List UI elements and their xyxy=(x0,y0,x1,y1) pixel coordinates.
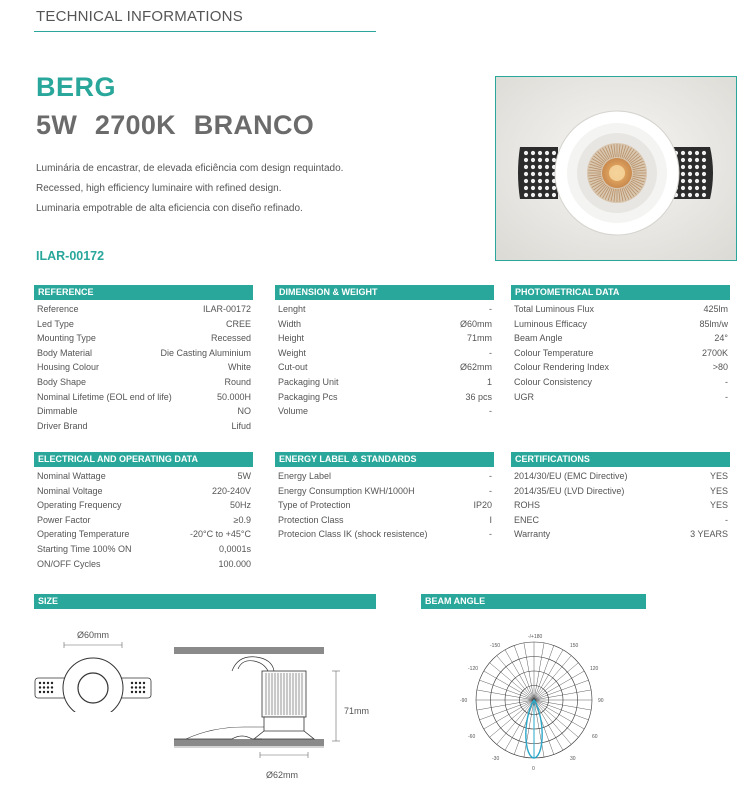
diameter-label: Ø60mm xyxy=(77,630,110,640)
spec-value: - xyxy=(489,406,492,417)
beam-angle-header: BEAM ANGLE xyxy=(421,594,646,609)
product-photo xyxy=(495,76,737,261)
spec-label: Protection Class xyxy=(278,514,344,525)
spec-label: Volume xyxy=(278,406,309,417)
spec-row xyxy=(34,404,253,419)
spec-row xyxy=(34,527,253,542)
spec-label: Type of Protection xyxy=(278,500,351,511)
size-header: SIZE xyxy=(34,594,376,609)
angle-label-tl: -150 xyxy=(490,643,501,649)
spec-label: ON/OFF Cycles xyxy=(37,558,101,569)
spec-row xyxy=(275,346,494,361)
spec-label: 2014/35/EU (LVD Directive) xyxy=(514,485,625,496)
spec-label: Starting Time 100% ON xyxy=(37,543,132,554)
spec-row xyxy=(511,346,730,361)
spec-value: 2700K xyxy=(701,347,728,358)
spec-row xyxy=(511,360,730,375)
spec-label: Body Shape xyxy=(37,376,87,387)
spec-value: 3 YEARS xyxy=(690,529,728,540)
spec-value: - xyxy=(489,471,492,481)
panel-header: CERTIFICATIONS xyxy=(511,452,730,467)
spec-row xyxy=(511,527,730,542)
spec-row xyxy=(511,498,730,513)
spec-row xyxy=(511,331,730,346)
spec-label: Nominal Lifetime (EOL end of life) xyxy=(37,391,172,402)
spec-value: I xyxy=(489,514,492,525)
spec-row xyxy=(511,302,730,317)
spec-value: 5W xyxy=(237,471,251,481)
spec-label: Colour Rendering Index xyxy=(514,362,610,373)
spec-value: 220-240V xyxy=(211,485,251,496)
spec-row xyxy=(275,360,494,375)
spec-label: Width xyxy=(278,318,302,329)
spec-value: 425lm xyxy=(703,304,728,314)
spec-row xyxy=(34,513,253,528)
spec-value: CREE xyxy=(225,318,251,329)
spec-row xyxy=(34,469,253,484)
spec-label: Colour Consistency xyxy=(514,376,593,387)
spec-value: >80 xyxy=(712,362,728,373)
spec-label: Luminous Efficacy xyxy=(514,318,587,329)
spec-value: - xyxy=(489,485,492,496)
spec-value: - xyxy=(489,347,492,358)
spec-label: Nominal Wattage xyxy=(37,471,106,481)
size-top-view-drawing xyxy=(30,640,160,712)
angle-label-ur: 120 xyxy=(590,666,599,672)
spec-row xyxy=(275,404,494,419)
panel-dimension xyxy=(275,285,494,419)
spec-label: Packaging Pcs xyxy=(278,391,338,402)
product-photo-illustration xyxy=(496,77,737,261)
spec-label: Operating Frequency xyxy=(37,500,122,511)
spec-label: Weight xyxy=(278,347,306,358)
spec-value: Recessed xyxy=(210,333,251,344)
angle-label-mr: 90 xyxy=(598,698,604,704)
spec-value: - xyxy=(725,514,728,525)
spec-row xyxy=(34,360,253,375)
spec-value: - xyxy=(725,391,728,402)
description-pt: Luminária de encastrar, de elevada eficiência com design requintado. xyxy=(36,163,344,174)
spec-row xyxy=(34,375,253,390)
angle-label-bl: -30 xyxy=(492,756,500,762)
angle-label-ml: -90 xyxy=(460,698,468,704)
spec-value: YES xyxy=(709,500,728,511)
spec-row xyxy=(275,302,494,317)
spec-label: Power Factor xyxy=(37,514,91,525)
spec-value: ≥0.9 xyxy=(233,514,251,525)
spec-label: Total Luminous Flux xyxy=(514,304,595,314)
spec-value: YES xyxy=(709,471,728,481)
spec-value: NO xyxy=(237,406,251,417)
spec-value: Round xyxy=(224,376,251,387)
spec-label: UGR xyxy=(514,391,534,402)
cutout-label: Ø62mm xyxy=(266,770,299,780)
spec-row xyxy=(511,513,730,528)
polar-beam-diagram xyxy=(456,630,612,772)
spec-value: 85lm/w xyxy=(699,318,728,329)
spec-value: Ø60mm xyxy=(459,318,492,329)
spec-value: Lifud xyxy=(231,420,251,431)
spec-row xyxy=(275,331,494,346)
spring-clip-left xyxy=(518,147,558,199)
spec-value: 36 pcs xyxy=(465,391,492,402)
spec-row xyxy=(34,302,253,317)
spec-row xyxy=(275,375,494,390)
angle-label-ul: -120 xyxy=(468,666,479,672)
spec-value: - xyxy=(725,376,728,387)
spec-row xyxy=(511,469,730,484)
spec-label: Operating Temperature xyxy=(37,529,130,540)
spec-row xyxy=(275,484,494,499)
spec-label: Warranty xyxy=(514,529,551,540)
panel-certifications xyxy=(511,452,730,542)
spec-label: ENEC xyxy=(514,514,540,525)
spec-value: 100.000 xyxy=(218,558,251,569)
spec-value: - xyxy=(489,304,492,314)
spec-row xyxy=(34,419,253,434)
product-name: BERG xyxy=(36,72,117,102)
spec-row xyxy=(34,331,253,346)
spec-label: Cut-out xyxy=(278,362,308,373)
spec-label: Body Material xyxy=(37,347,93,358)
spec-row xyxy=(511,317,730,332)
spec-row xyxy=(34,317,253,332)
spec-row xyxy=(275,498,494,513)
size-side-view-drawing xyxy=(172,643,342,763)
spec-label: Mounting Type xyxy=(37,333,96,344)
panel-header: ENERGY LABEL & STANDARDS xyxy=(275,452,494,467)
spec-value: -20°C to +45°C xyxy=(190,529,251,540)
spec-label: Packaging Unit xyxy=(278,376,339,387)
spec-value: Ø62mm xyxy=(459,362,492,373)
spec-row xyxy=(275,513,494,528)
angle-label-br: 30 xyxy=(570,756,576,762)
spec-value: IP20 xyxy=(473,500,492,511)
product-code: ILAR-00172 xyxy=(36,249,105,263)
spec-row xyxy=(34,498,253,513)
spec-value: 1 xyxy=(486,376,492,387)
product-spec: 5W 2700K BRANCO xyxy=(36,110,315,140)
spec-label: Dimmable xyxy=(37,406,78,417)
panel-reference xyxy=(34,285,253,433)
angle-label-lr: 60 xyxy=(592,734,598,740)
spec-value: 50Hz xyxy=(229,500,251,511)
spec-value: - xyxy=(489,529,492,540)
panel-header: ELECTRICAL AND OPERATING DATA xyxy=(34,452,253,467)
spec-row xyxy=(511,484,730,499)
spec-row xyxy=(511,375,730,390)
spec-label: Energy Label xyxy=(278,471,332,481)
title-underline xyxy=(34,31,376,32)
panel-header: PHOTOMETRICAL DATA xyxy=(511,285,730,300)
spec-row xyxy=(34,542,253,557)
spec-value: Die Casting Aluminium xyxy=(160,347,251,358)
spec-row xyxy=(511,390,730,405)
spec-label: Nominal Voltage xyxy=(37,485,103,496)
spec-label: Energy Consumption KWH/1000H xyxy=(278,485,415,496)
spec-row xyxy=(275,390,494,405)
spec-value: 50.000H xyxy=(216,391,251,402)
description-en: Recessed, high efficiency luminaire with refined design. xyxy=(36,183,282,194)
spec-label: Reference xyxy=(37,304,79,314)
spec-label: Colour Temperature xyxy=(514,347,594,358)
panel-header: REFERENCE xyxy=(34,285,253,300)
spec-row xyxy=(275,469,494,484)
spec-value: ILAR-00172 xyxy=(202,304,251,314)
angle-label-top: -/+180 xyxy=(528,634,543,640)
panel-header: DIMENSION & WEIGHT xyxy=(275,285,494,300)
section-title: TECHNICAL INFORMATIONS xyxy=(36,8,243,25)
spec-label: Height xyxy=(278,333,305,344)
spec-label: Housing Colour xyxy=(37,362,100,373)
spec-label: 2014/30/EU (EMC Directive) xyxy=(514,471,628,481)
spec-row xyxy=(34,557,253,572)
panel-energy xyxy=(275,452,494,542)
panel-electrical xyxy=(34,452,253,571)
angle-label-bottom: 0 xyxy=(532,766,535,772)
spec-label: Beam Angle xyxy=(514,333,563,344)
spec-value: 0,0001s xyxy=(218,543,251,554)
angle-label-ll: -60 xyxy=(468,734,476,740)
description-es: Luminaria empotrable de alta eficiencia con diseño refinado. xyxy=(36,203,303,214)
spec-label: Driver Brand xyxy=(37,420,88,431)
spec-label: Protecion Class IK (shock resistence) xyxy=(278,529,428,540)
spec-row xyxy=(275,527,494,542)
height-label: 71mm xyxy=(344,706,370,716)
spec-value: White xyxy=(227,362,251,373)
spec-label: Led Type xyxy=(37,318,74,329)
spec-row xyxy=(34,484,253,499)
spec-label: Lenght xyxy=(278,304,306,314)
spec-label: ROHS xyxy=(514,500,541,511)
spec-row xyxy=(275,317,494,332)
spec-value: YES xyxy=(709,485,728,496)
spec-value: 24° xyxy=(714,333,728,344)
panel-photometrical xyxy=(511,285,730,404)
angle-label-tr: 150 xyxy=(570,643,579,649)
spec-row xyxy=(34,390,253,405)
spec-row xyxy=(34,346,253,361)
spec-value: 71mm xyxy=(466,333,492,344)
